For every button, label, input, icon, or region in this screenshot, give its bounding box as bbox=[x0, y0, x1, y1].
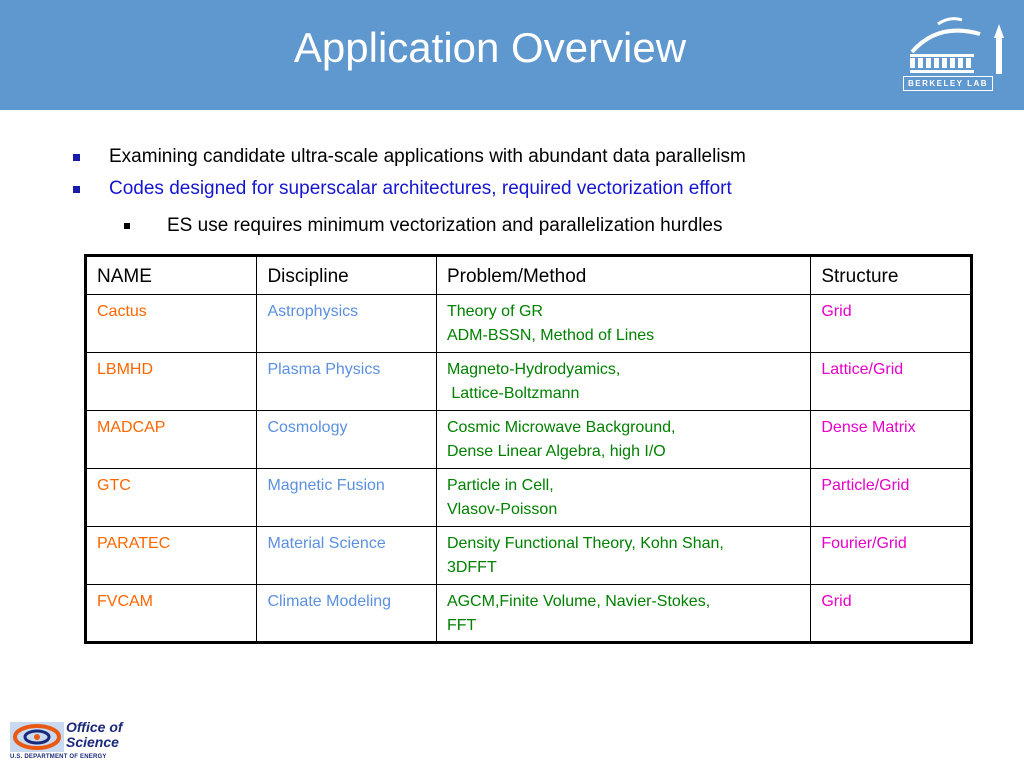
table-row bbox=[86, 527, 972, 585]
header-name: NAME bbox=[86, 256, 257, 295]
bullet-item bbox=[109, 146, 746, 168]
square-bullet-icon bbox=[73, 154, 80, 161]
applications-table bbox=[84, 254, 973, 644]
cell-discipline: Climate Modeling bbox=[257, 585, 437, 643]
cell-discipline: Plasma Physics bbox=[257, 353, 437, 411]
bullet-item bbox=[109, 178, 732, 200]
cell-structure: Lattice/Grid bbox=[811, 353, 972, 411]
slide-title: Application Overview bbox=[293, 24, 687, 71]
problem-line: 3DFFT bbox=[446, 559, 497, 576]
table-row bbox=[86, 585, 972, 643]
problem-line: ADM-BSSN, Method of Lines bbox=[446, 327, 655, 344]
cell-structure: Grid bbox=[811, 585, 972, 643]
header-problem-method: Problem/Method bbox=[436, 256, 810, 295]
problem-line: Cosmic Microwave Background, bbox=[446, 419, 676, 436]
cell-name: MADCAP bbox=[86, 411, 257, 469]
table-row bbox=[86, 295, 972, 353]
cell-problem-method bbox=[436, 295, 810, 353]
cell-structure: Grid bbox=[811, 295, 972, 353]
header-discipline: Discipline bbox=[257, 256, 437, 295]
doe-logo-line3: U.S. DEPARTMENT OF ENERGY bbox=[10, 754, 107, 760]
bullet-text: ES use requires minimum vectorization and parallelization hurdles bbox=[167, 215, 723, 236]
table-row bbox=[86, 411, 972, 469]
cell-name: PARATEC bbox=[86, 527, 257, 585]
problem-line: FFT bbox=[446, 617, 477, 634]
bullet-text: Examining candidate ultra-scale applications with abundant data parallelism bbox=[109, 146, 746, 167]
problem-line: Density Functional Theory, Kohn Shan, bbox=[446, 535, 724, 552]
cell-name: LBMHD bbox=[86, 353, 257, 411]
problem-line: Lattice-Boltzmann bbox=[446, 385, 580, 402]
square-bullet-icon bbox=[124, 223, 130, 229]
cell-problem-method bbox=[436, 469, 810, 527]
berkeley-lab-logo-text: BERKELEY LAB bbox=[903, 76, 993, 91]
cell-discipline: Cosmology bbox=[257, 411, 437, 469]
cell-discipline: Magnetic Fusion bbox=[257, 469, 437, 527]
problem-line: Vlasov-Poisson bbox=[446, 501, 558, 518]
cell-name: FVCAM bbox=[86, 585, 257, 643]
cell-problem-method bbox=[436, 411, 810, 469]
doe-logo-line2: Science bbox=[66, 734, 119, 750]
problem-line: AGCM,Finite Volume, Navier-Stokes, bbox=[446, 593, 711, 610]
cell-structure: Fourier/Grid bbox=[811, 527, 972, 585]
square-bullet-icon bbox=[73, 186, 80, 193]
cell-problem-method bbox=[436, 353, 810, 411]
table-row bbox=[86, 353, 972, 411]
cell-structure: Particle/Grid bbox=[811, 469, 972, 527]
table-row bbox=[86, 469, 972, 527]
doe-logo-line1: Office of bbox=[66, 719, 123, 735]
cell-discipline: Astrophysics bbox=[257, 295, 437, 353]
cell-name: Cactus bbox=[86, 295, 257, 353]
problem-line: Particle in Cell, bbox=[446, 477, 554, 494]
sub-bullet-item bbox=[167, 215, 723, 237]
cell-structure: Dense Matrix bbox=[811, 411, 972, 469]
problem-line: Theory of GR bbox=[446, 303, 543, 320]
cell-problem-method bbox=[436, 527, 810, 585]
bullet-text: Codes designed for superscalar architectures, required vectorization effort bbox=[109, 178, 732, 199]
problem-line: Dense Linear Algebra, high I/O bbox=[446, 443, 666, 460]
table-header-row bbox=[86, 256, 972, 295]
cell-name: GTC bbox=[86, 469, 257, 527]
problem-line: Magneto-Hydrodyamics, bbox=[446, 361, 621, 378]
header-structure: Structure bbox=[811, 256, 972, 295]
cell-discipline: Material Science bbox=[257, 527, 437, 585]
cell-problem-method bbox=[436, 585, 810, 643]
